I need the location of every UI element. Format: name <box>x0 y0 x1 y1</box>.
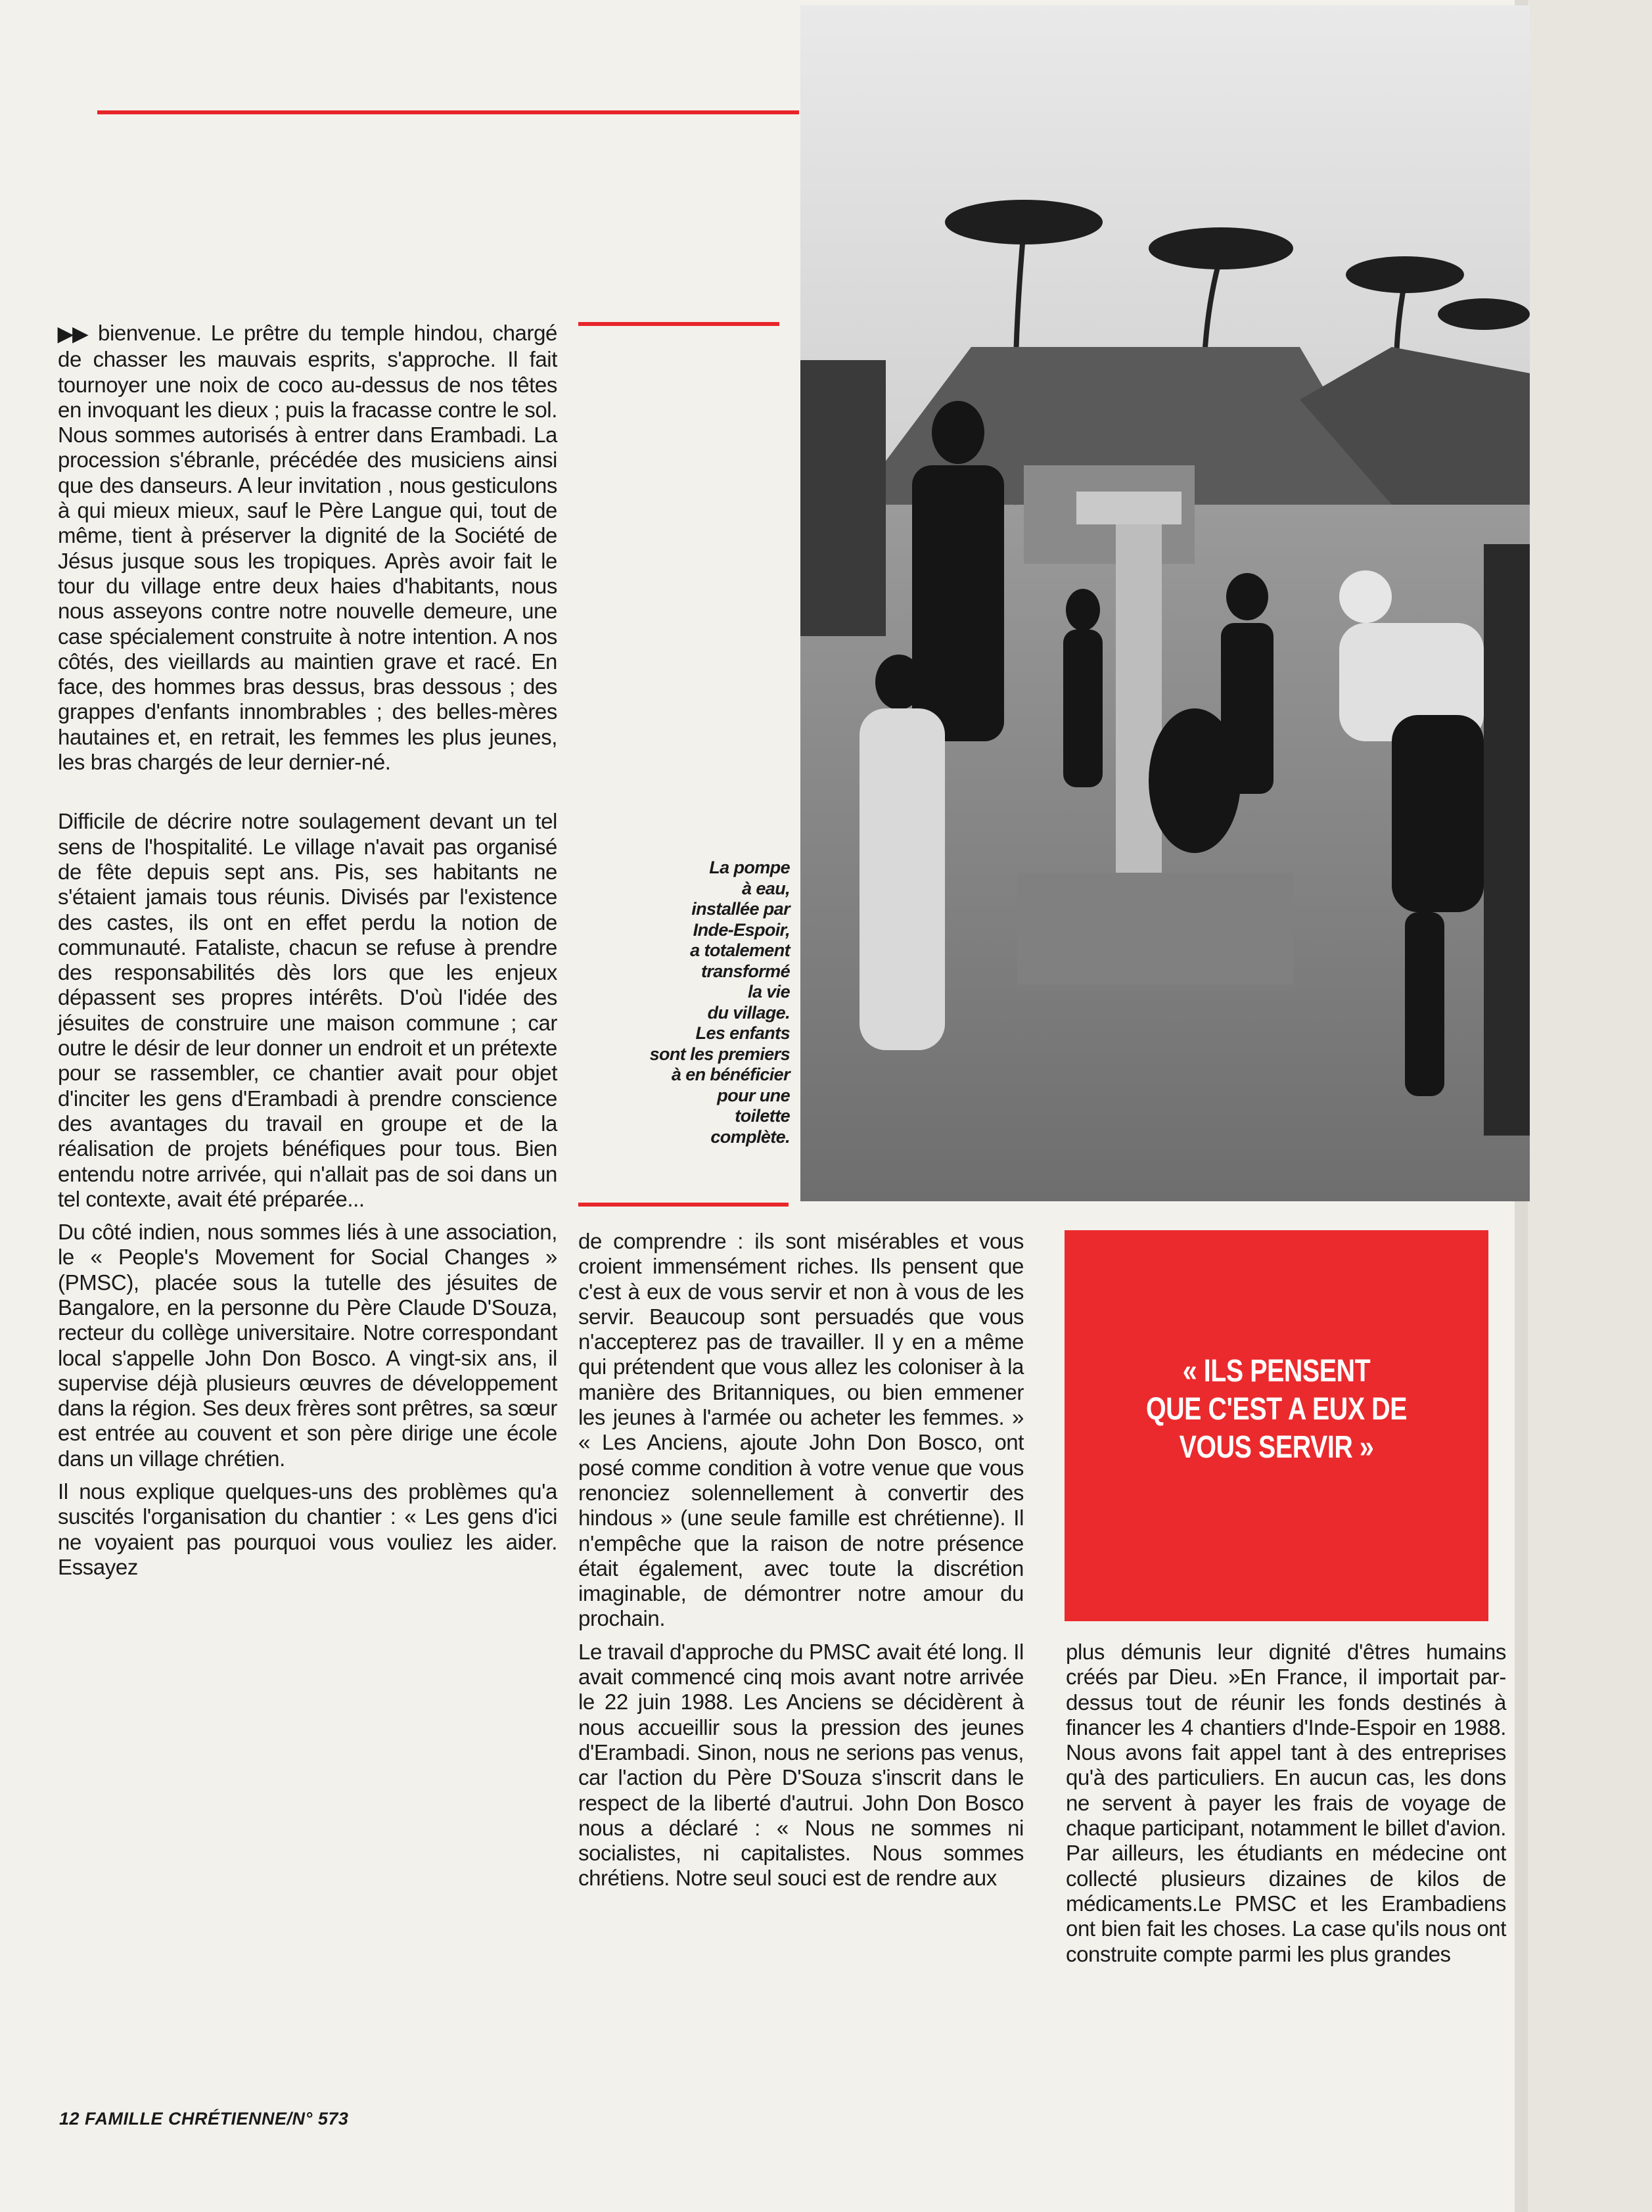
pull-quote-line: QUE C'EST A EUX DE <box>1145 1392 1408 1427</box>
caption-line: toilette <box>735 1106 790 1126</box>
column-red-rule <box>578 322 779 326</box>
caption-line: la vie <box>748 982 790 1002</box>
caption-line: a totalement <box>690 940 790 960</box>
caption-line: Inde-Espoir, <box>693 919 790 940</box>
article-paragraph: Du côté indien, nous sommes liés à une association, le « People's Movement for Social Changes » (PMSC), placée sous la tutelle des jésuites de Bangalore, en la personne du Père Claude D'Souza, recteur du collège universitaire. Notre correspondant local s'appelle John Don Bosco. A vingt-six ans, il supervise déjà plusieurs œuvres de développement dans la région. Ses deux frères sont prêtres, sa sœur est entrée au couvent et son père dirige une école dans un village chrétien. <box>58 1220 557 1471</box>
page-footer: 12 FAMILLE CHRÉTIENNE/N° 573 <box>59 2109 349 2129</box>
caption-line: complète. <box>710 1126 790 1147</box>
article-column-2 <box>578 1229 1024 1891</box>
article-paragraph: Il nous explique quelques-uns des problèmes qu'a suscités l'organisation du chantier : « Les gens d'ici ne voyaient pas pourquoi vous vouliez les aider. Essayez <box>58 1479 557 1579</box>
pull-quote-line: VOUS SERVIR » <box>1179 1430 1374 1465</box>
article-paragraph: Difficile de décrire notre soulagement devant un tel sens de l'hospitalité. Le village n'avait pas organisé de fête depuis sept ans. Pis, ses habitants ne s'étaient jamais tous réunis. Divisés par l'existence des castes, ils ont en effet perdu la notion de communauté. Fataliste, chacun se refuse à prendre des responsabilités dès lors que les enjeux dépassent ses propres intérêts. D'où l'idée des jésuites de construire une maison commune ; car outre le désir de leur donner un endroit et un prétexte pour se rassembler, ce chantier avait pour objet d'inciter les gens d'Erambadi à prendre conscience des avantages du travail en groupe et de la réalisation de projets bénéfiques pour tous. Bien entendu notre arrivée, qui n'allait pas de soi dans un tel contexte, avait été préparée... <box>58 809 557 1211</box>
caption-line: transformé <box>700 961 790 981</box>
caption-line: pour une <box>717 1085 790 1105</box>
article-column-3 <box>1066 1640 1506 1967</box>
pull-quote-box <box>1065 1230 1488 1621</box>
article-paragraph: de comprendre : ils sont misérables et vous croient immensément riches. Ils pensent que c'est à eux de vous servir et non à vous de les servir. Beaucoup sont persuadés que vous n'accepterez pas de travailler. Il y en a même qui prétendent que vous allez les coloniser à la manière des Britanniques, ou bien emmener les jeunes à l'armée ou acheter les femmes. » « Les Anciens, ajoute John Don Bosco, ont posé comme condition à votre venue que vous renonciez solennellement à convertir des hindous » (une seule famille est chrétienne). Il n'empêche que la raison de notre présence était également, avec toute la discrétion imaginable, de démontrer notre amour du prochain. <box>578 1229 1024 1631</box>
article-paragraph <box>58 321 557 775</box>
caption-line: La pompe <box>709 858 790 877</box>
caption-line: à eau, <box>742 878 790 898</box>
caption-line: du village. <box>707 1002 790 1023</box>
page-edge <box>1527 0 1652 2212</box>
pull-quote-line: « ILS PENSENT <box>1182 1354 1371 1389</box>
article-paragraph: plus démunis leur dignité d'êtres humains créés par Dieu. »En France, il importait par-dessus tout de réunir les fonds destinés à financer les 4 chantiers d'Inde-Espoir en 1988. Nous avons fait appel tant à des entreprises qu'à des particuliers. En aucun cas, les dons ne servent à payer les frais de voyage de chaque participant, notamment le billet d'avion. Par ailleurs, les étudiants en médecine ont collecté plusieurs dizaines de kilos de médicaments.Le PMSC et les Erambadiens ont bien fait les choses. La case qu'ils nous ont construite compte parmi les plus grandes <box>1066 1640 1506 1966</box>
caption-line: Les enfants <box>695 1023 790 1043</box>
article-paragraph: Le travail d'approche du PMSC avait été long. Il avait commencé cinq mois avant notre arrivée le 22 juin 1988. Les Anciens se décidèrent à nous accueillir sous la pression des jeunes d'Erambadi. Sinon, nous ne serions pas venus, car l'action du Père D'Souza s'inscrit dans le respect de la liberté d'autrui. John Don Bosco nous a déclaré : « Nous ne sommes ni socialistes, ni capitalistes. Nous sommes chrétiens. Notre seul souci est de rendre aux <box>578 1639 1024 1891</box>
caption-line: sont les premiers <box>649 1044 790 1064</box>
paragraph-text: bienvenue. Le prêtre du temple hindou, chargé de chasser les mauvais esprits, s'approche. Il fait tournoyer une noix de coco au-dessus de nos têtes en invoquant les dieux ; puis la fracasse contre le sol. Nous sommes autorisés à entrer dans Erambadi. La procession s'ébranle, précédée des musiciens ainsi que des danseurs. A leur invitation , nous gesticulons à qui mieux mieux, sauf le Père Langue qui, tout de même, tient à préserver la dignité de la Société de Jésus jusque sous les tropiques. Après avoir fait le tour du village entre deux haies d'habitants, nous nous asseyons contre notre nouvelle demeure, une case spécialement construite à notre intention. A nos côtés, des vieillards au maintien grave et racé. En face, des hommes bras dessus, bras dessous ; des grappes d'enfants innombrables ; des belles-mères hautaines et, en retrait, les femmes les plus jeunes, les bras chargés de leur dernier-né. <box>58 321 557 775</box>
top-red-rule <box>97 110 799 114</box>
caption-line: installée par <box>691 899 790 919</box>
photo-caption <box>637 858 790 1147</box>
mid-red-rule <box>578 1203 789 1207</box>
continuation-arrow-icon: ▶▶ <box>58 323 88 345</box>
article-column-1 <box>58 321 557 1580</box>
caption-line: à en bénéficier <box>671 1065 790 1084</box>
pull-quote <box>1103 1352 1450 1467</box>
village-water-pump-photo <box>800 5 1530 1201</box>
